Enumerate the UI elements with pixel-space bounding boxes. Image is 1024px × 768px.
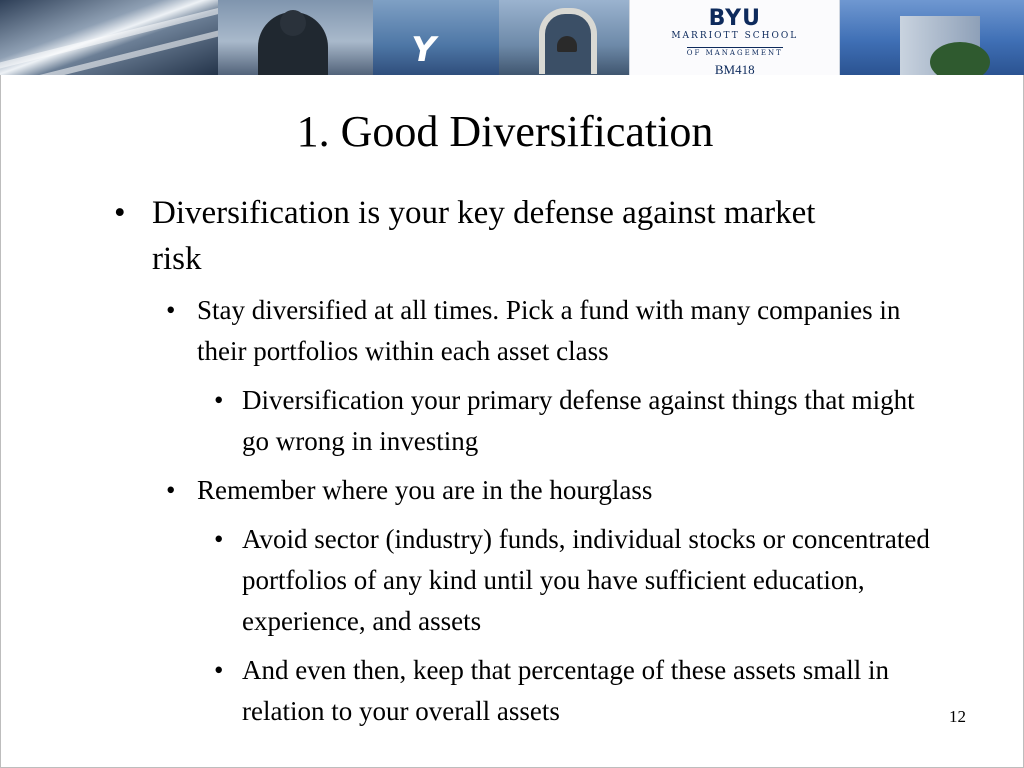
bullet-text: Remember where you are in the hourglass — [197, 475, 653, 505]
bullet-item — [114, 190, 872, 282]
course-code: BM418 — [714, 62, 755, 75]
bullet-item — [214, 380, 942, 462]
logo-management-text: OF MANAGEMENT — [686, 49, 783, 57]
logo-school-text: MARRIOTT SCHOOL — [671, 31, 799, 41]
banner-image-bell-tower — [499, 0, 629, 75]
bullet-text: Avoid sector (industry) funds, individual stocks or concentrated portfolios of any kind until you have sufficient education, experience, and assets — [242, 524, 930, 636]
slide-title: 1. Good Diversification — [296, 107, 714, 156]
bullet-text: Stay diversified at all times. Pick a fund with many companies in their portfolios within each asset class — [197, 295, 901, 366]
logo-byu-text: BYU — [708, 6, 761, 31]
bullet-item — [214, 519, 942, 642]
bullet-text: And even then, keep that percentage of these assets small in relation to your overall assets — [242, 655, 890, 726]
bullet-glyph: • — [166, 295, 176, 325]
bullet-glyph: • — [214, 524, 224, 554]
bullet-text: Diversification is your key defense against market risk — [152, 195, 816, 277]
marriott-school-logo — [629, 0, 841, 75]
header-banner — [0, 0, 1024, 75]
bullet-item — [166, 470, 937, 511]
banner-image-statue — [218, 0, 374, 75]
banner-image-modern-building — [840, 0, 1024, 75]
bullet-item — [166, 290, 937, 372]
bullet-glyph: • — [166, 475, 176, 505]
bullet-glyph: • — [114, 195, 126, 231]
bullet-glyph: • — [214, 655, 224, 685]
bullet-glyph: • — [214, 385, 224, 415]
bullet-item — [214, 650, 942, 732]
page-number: 12 — [949, 707, 966, 726]
banner-image-mountain-y: Y — [373, 0, 499, 75]
banner-image-building-glass — [0, 0, 218, 75]
bullet-text: Diversification your primary defense against things that might go wrong in investing — [242, 385, 915, 456]
